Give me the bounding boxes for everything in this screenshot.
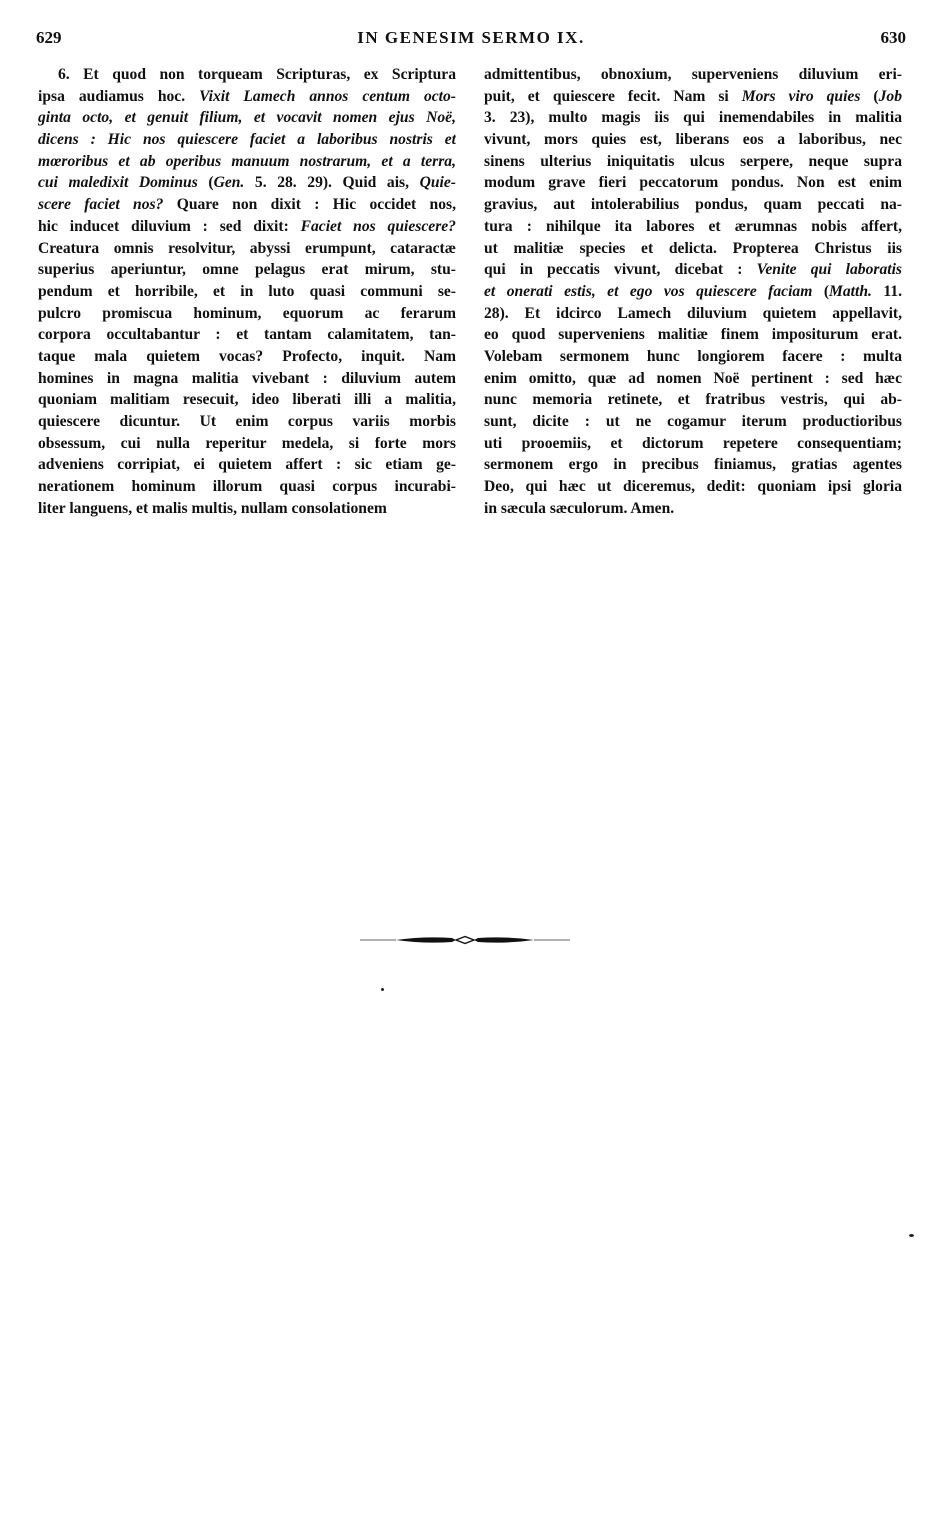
text-line [484, 107, 902, 129]
text-run: Deo, qui hæc ut diceremus, dedit: quoniam ipsi gloria [484, 478, 902, 496]
text-run: ( [197, 174, 214, 192]
text-line [38, 129, 456, 151]
text-line [38, 194, 456, 216]
text-run: taque mala quietem vocas? Profecto, inquit. Nam [38, 347, 456, 365]
text-run: ut malitiæ species et delicta. Propterea Christus iis [484, 239, 902, 257]
italic-text: Gen. [213, 174, 245, 192]
text-line [484, 86, 902, 108]
italic-text: Vixit Lamech annos centum octo- [199, 87, 456, 105]
italic-text: Matth. [829, 282, 872, 300]
text-run: admittentibus, obnoxium, superveniens diluvium eri- [484, 66, 902, 83]
text-run: 5. 28. 29). Quid ais, [244, 174, 420, 192]
text-line [484, 476, 902, 498]
text-run: Quare non dixit : Hic occidet nos, [163, 196, 456, 214]
text-line [38, 389, 456, 411]
text-run: tura : nihilque ita labores et ærumnas nobis affert, [484, 217, 902, 235]
text-line [38, 303, 456, 325]
text-line [38, 259, 456, 281]
italic-text: Mors viro quies [741, 87, 861, 105]
text-run: eo quod superveniens malitiæ finem impositurum erat. [484, 326, 902, 344]
text-run: enim omitto, quæ ad nomen Noë pertinent : sed hæc [484, 369, 902, 387]
text-line [484, 129, 902, 151]
italic-text: cui maledixit Dominus [38, 174, 198, 192]
text-run: ( [860, 87, 879, 105]
text-run: sunt, dicite : ut ne cogamur iterum productioribus [484, 413, 902, 430]
text-run: quoniam malitiam resecuit, ideo liberati illi a malitia, [38, 391, 456, 409]
text-run: in sæcula sæculorum. Amen. [484, 499, 675, 517]
text-line [38, 324, 456, 346]
text-line [484, 172, 902, 194]
text-line [484, 411, 902, 433]
page-number-left: 629 [36, 28, 62, 47]
text-run: homines in magna malitia vivebant : diluvium autem [38, 369, 456, 387]
text-run: Volebam sermonem hunc longiorem facere : multa [484, 347, 902, 365]
text-line [38, 238, 456, 260]
text-run: hic inducet diluvium : sed dixit: [38, 217, 301, 235]
text-line [38, 281, 456, 303]
text-line [38, 346, 456, 368]
text-run: ipsa audiamus hoc. [38, 87, 200, 105]
text-run: gravius, aut intolerabilius pondus, quam peccati na- [484, 196, 902, 214]
text-line [38, 107, 456, 129]
italic-text: Quie- [419, 174, 456, 192]
text-line [38, 454, 456, 476]
text-run: obsessum, cui nulla reperitur medela, si forte mors [38, 434, 456, 452]
text-run: quiescere dicuntur. Ut enim corpus variis morbis [38, 413, 456, 430]
italic-text: mœroribus et ab operibus manuum nostrarum, et a terra, [38, 152, 456, 170]
text-run: modum grave fieri peccatorum pondus. Non est enim [484, 174, 902, 192]
text-line [484, 194, 902, 216]
text-line [38, 86, 456, 108]
text-line [484, 433, 902, 455]
text-line [484, 389, 902, 411]
text-run: uti prooemiis, et dictorum repetere consequentiam; [484, 434, 902, 452]
text-line [38, 368, 456, 390]
text-line [38, 433, 456, 455]
italic-text: Faciet nos quiescere? [300, 217, 456, 235]
page-number-right: 630 [880, 28, 906, 47]
text-run: adveniens corripiat, ei quietem affert : sic etiam ge- [38, 456, 456, 474]
text-line [484, 346, 902, 368]
text-line [38, 411, 456, 433]
text-run: superius aperiuntur, omne pelagus erat mirum, stu- [38, 261, 456, 279]
text-line [484, 151, 902, 173]
text-run: qui in peccatis vivunt, dicebat : [484, 261, 757, 279]
text-line [484, 216, 902, 238]
print-speck [381, 988, 384, 991]
text-line [484, 64, 902, 86]
text-run: 6. Et quod non torqueam Scripturas, ex Scriptura [58, 66, 456, 83]
left-column [38, 64, 456, 519]
text-line [38, 498, 456, 520]
italic-text: Job [878, 87, 902, 105]
text-run: nunc memoria retinete, et fratribus vestris, qui ab- [484, 391, 902, 409]
print-speck [909, 1234, 914, 1237]
text-run: pendum et horribile, et in luto quasi communi se- [38, 282, 456, 300]
text-line [38, 476, 456, 498]
text-run: vivunt, mors quies est, liberans eos a laboribus, nec [484, 131, 902, 149]
italic-text: scere faciet nos? [38, 196, 164, 214]
text-line [484, 498, 902, 520]
ornamental-divider-icon [360, 933, 570, 947]
text-run: liter languens, et malis multis, nullam consolationem [38, 499, 387, 517]
text-line [38, 216, 456, 238]
running-title: IN GENESIM SERMO IX. [357, 28, 585, 47]
italic-text: ginta octo, et genuit filium, et vocavit nomen ejus Noë, [38, 109, 456, 127]
text-line [484, 454, 902, 476]
text-run: 28). Et idcirco Lamech diluvium quietem appellavit, [484, 304, 902, 322]
text-line [484, 368, 902, 390]
text-line [38, 64, 456, 86]
text-line [484, 324, 902, 346]
text-run: 3. 23), multo magis iis qui inemendabiles in malitia [484, 109, 902, 127]
page-header [36, 28, 906, 54]
text-line [484, 303, 902, 325]
text-line [38, 172, 456, 194]
text-line [484, 281, 902, 303]
text-run: sinens ulterius iniquitatis ulcus serpere, neque supra [484, 152, 902, 170]
text-run: sermonem ergo in precibus finiamus, gratias agentes [484, 456, 902, 474]
right-column [484, 64, 902, 519]
text-line [484, 238, 902, 260]
text-run: puit, et quiescere fecit. Nam si [484, 87, 742, 105]
italic-text: et onerati estis, et ego vos quiescere faciam [484, 282, 813, 300]
italic-text: dicens : Hic nos quiescere faciet a laboribus nostris et [38, 131, 456, 149]
text-run: 11. [871, 282, 902, 300]
text-run: corpora occultabantur : et tantam calamitatem, tan- [38, 326, 456, 344]
italic-text: Venite qui laboratis [756, 261, 902, 279]
text-line [484, 259, 902, 281]
text-run: pulcro promiscua hominum, equorum ac ferarum [38, 304, 456, 322]
text-run: nerationem hominum illorum quasi corpus incurabi- [38, 478, 456, 496]
text-line [38, 151, 456, 173]
text-run: ( [812, 282, 830, 300]
text-run: Creatura omnis resolvitur, abyssi erumpunt, cataractæ [38, 239, 456, 257]
